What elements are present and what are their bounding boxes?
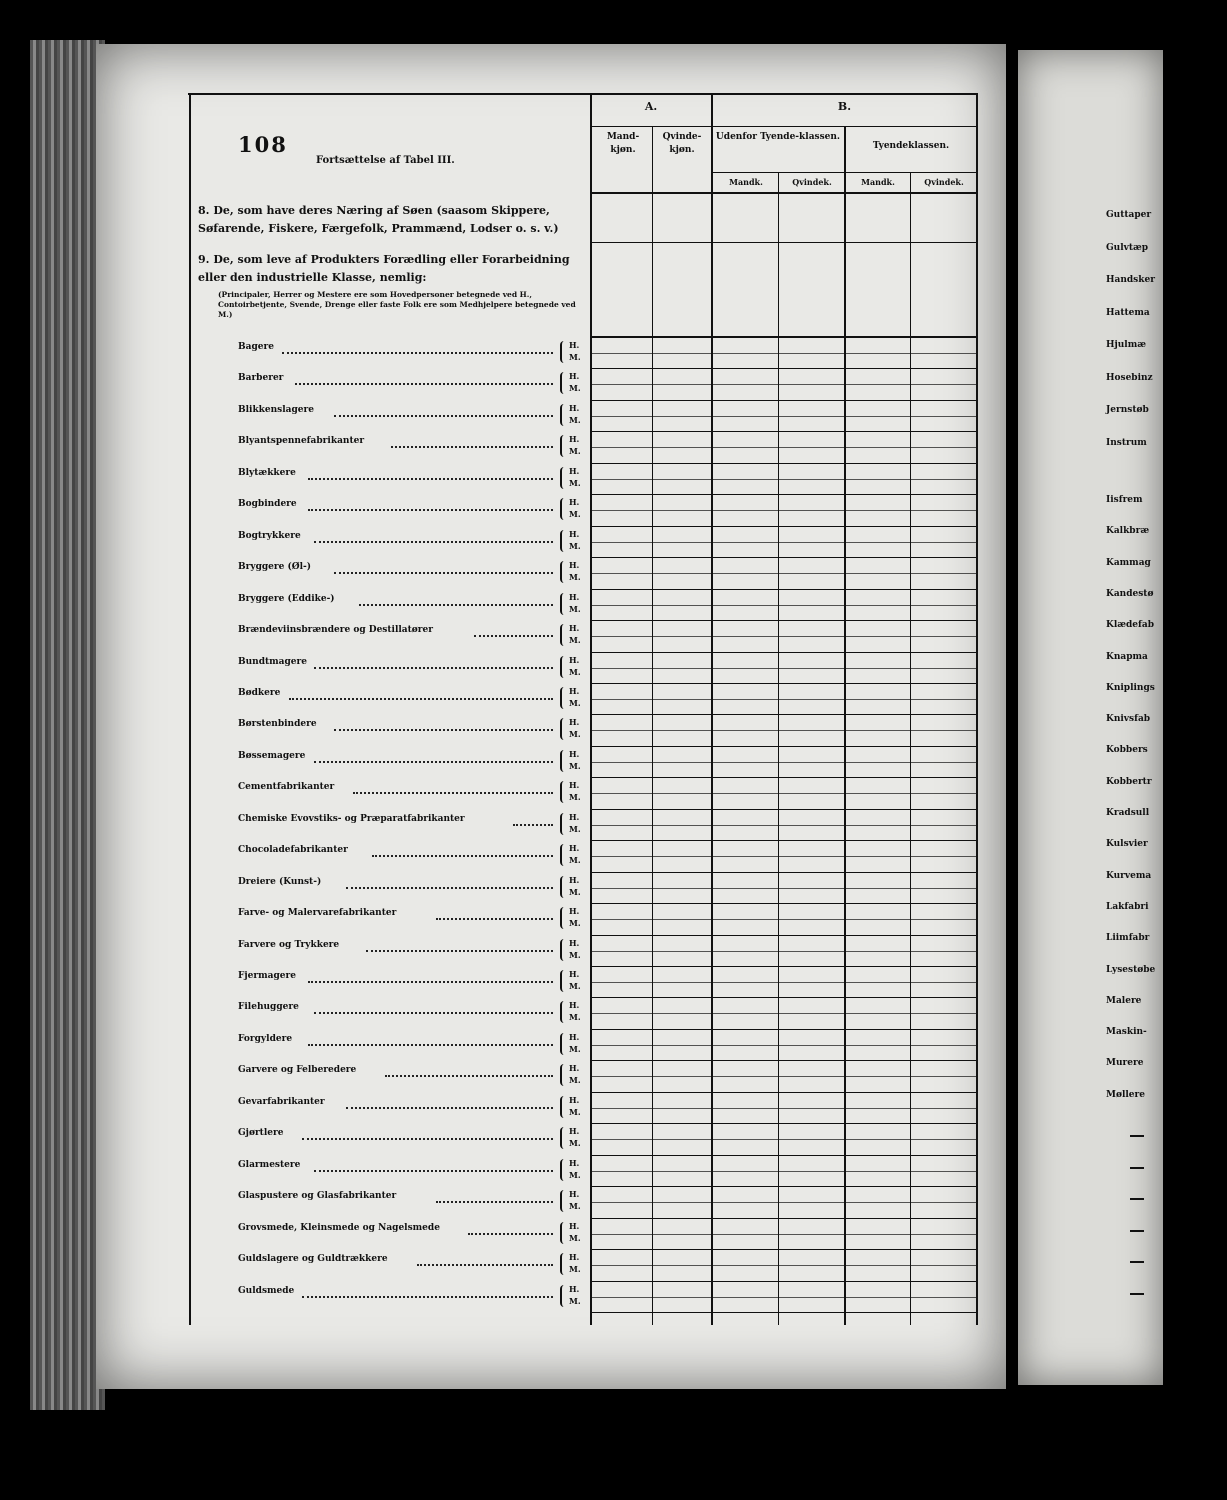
row-h-marker: H.: [569, 560, 580, 570]
occupation-label: Børstenbindere: [238, 719, 317, 729]
row-h-marker: H.: [569, 371, 580, 381]
row-bottom-rule: [592, 809, 978, 810]
occupation-label: Bundtmagere: [238, 657, 307, 667]
row-mid-rule: [592, 1108, 978, 1109]
row-h-marker: H.: [569, 1189, 580, 1199]
column-rule-a-mid: [652, 127, 653, 1325]
row-h-marker: H.: [569, 1000, 580, 1010]
leader-dots: [391, 446, 553, 448]
occupation-label: Bogtrykkere: [238, 531, 301, 541]
table-left-rule: [189, 93, 191, 1325]
occupation-label: Bryggere (Øl-): [238, 562, 312, 572]
right-page-label: Kulsvier: [1106, 839, 1148, 849]
subcol-tyende-mandk: Mandk.: [861, 177, 895, 187]
right-page-label: Kurvema: [1106, 871, 1152, 881]
leader-dots: [334, 572, 553, 574]
row-bottom-rule: [592, 557, 978, 558]
occupation-label: Filehuggere: [238, 1002, 299, 1012]
right-page-dash: [1130, 1198, 1144, 1200]
row-m-marker: M.: [569, 1012, 581, 1022]
row-m-marker: M.: [569, 635, 581, 645]
occupation-label: Glaspustere og Glasfabrikanter: [238, 1191, 397, 1201]
brace: [560, 844, 568, 866]
subcol-udenfor-qvindek: Qvindek.: [792, 177, 832, 187]
table-top-rule: [188, 93, 978, 95]
occupation-label: Bøssemagere: [238, 751, 306, 761]
column-rule-a-b: [711, 93, 713, 1325]
row-h-marker: H.: [569, 340, 580, 350]
row-bottom-rule: [592, 683, 978, 684]
occupation-label: Farve- og Malervarefabrikanter: [238, 908, 397, 918]
right-page-dash: [1130, 1135, 1144, 1137]
right-page-label: Hosebinz: [1106, 373, 1153, 383]
brace: [560, 718, 568, 740]
row-m-marker: M.: [569, 446, 581, 456]
row-h-marker: H.: [569, 1158, 580, 1168]
occupation-label: Garvere og Felberedere: [238, 1065, 357, 1075]
right-page-label: Kobbertr: [1106, 777, 1152, 787]
row-mid-rule: [592, 1139, 978, 1140]
row-bottom-rule: [592, 1155, 978, 1156]
right-page-dash: [1130, 1230, 1144, 1232]
row-m-marker: M.: [569, 667, 581, 677]
row-m-marker: M.: [569, 1233, 581, 1243]
brace: [560, 970, 568, 992]
brace: [560, 372, 568, 394]
row-bottom-rule: [592, 714, 978, 715]
right-page-label: Kandestø: [1106, 589, 1154, 599]
continuation-title: Fortsættelse af Tabel III.: [316, 155, 455, 166]
row-m-marker: M.: [569, 572, 581, 582]
row-h-marker: H.: [569, 843, 580, 853]
row-bottom-rule: [592, 840, 978, 841]
right-page-label: Møllere: [1106, 1090, 1145, 1100]
brace: [560, 1001, 568, 1023]
row-bottom-rule: [592, 1186, 978, 1187]
row-m-marker: M.: [569, 383, 581, 393]
column-tyende-header: Tyendeklassen.: [872, 141, 950, 151]
row-bottom-rule: [592, 872, 978, 873]
row-h-marker: H.: [569, 655, 580, 665]
section-9-number: 9.: [198, 253, 210, 266]
row-m-marker: M.: [569, 1138, 581, 1148]
section-8: [198, 202, 583, 238]
right-page-label: Instrum: [1106, 438, 1147, 448]
occupation-label: Farvere og Trykkere: [238, 940, 340, 950]
table-right-rule: [976, 93, 978, 1325]
row-h-marker: H.: [569, 623, 580, 633]
row-h-marker: H.: [569, 906, 580, 916]
section-8-rule: [592, 242, 978, 243]
row-mid-rule: [592, 919, 978, 920]
right-page-label: Knapma: [1106, 652, 1148, 662]
leader-dots: [302, 1296, 553, 1298]
leader-dots: [282, 352, 553, 354]
row-m-marker: M.: [569, 698, 581, 708]
brace: [560, 813, 568, 835]
subcol-tyende-qvindek: Qvindek.: [924, 177, 964, 187]
right-page-label: Lysestøbe: [1106, 965, 1156, 975]
row-mid-rule: [592, 825, 978, 826]
occupation-label: Brændeviinsbrændere og Destillatører: [238, 625, 433, 635]
row-bottom-rule: [592, 966, 978, 967]
row-m-marker: M.: [569, 1201, 581, 1211]
row-m-marker: M.: [569, 918, 581, 928]
brace: [560, 1033, 568, 1055]
row-m-marker: M.: [569, 981, 581, 991]
row-h-marker: H.: [569, 1221, 580, 1231]
row-m-marker: M.: [569, 1107, 581, 1117]
brace: [560, 498, 568, 520]
row-bottom-rule: [592, 777, 978, 778]
leader-dots: [372, 855, 553, 857]
right-page-label: Hjulmæ: [1106, 340, 1147, 350]
row-h-marker: H.: [569, 812, 580, 822]
row-mid-rule: [592, 1171, 978, 1172]
header-rule-3: [592, 192, 978, 194]
occupation-label: Bødkere: [238, 688, 281, 698]
occupation-label: Bogbindere: [238, 499, 297, 509]
occupation-label: Fjermagere: [238, 971, 296, 981]
row-mid-rule: [592, 542, 978, 543]
right-page-label: Murere: [1106, 1058, 1144, 1068]
row-h-marker: H.: [569, 875, 580, 885]
occupation-label: Dreiere (Kunst-): [238, 877, 322, 887]
occupation-label: Forgyldere: [238, 1034, 293, 1044]
row-mid-rule: [592, 447, 978, 448]
right-page-label: Iisfrem: [1106, 495, 1143, 505]
row-h-marker: H.: [569, 434, 580, 444]
row-bottom-rule: [592, 1092, 978, 1093]
row-bottom-rule: [592, 1312, 978, 1313]
row-m-marker: M.: [569, 761, 581, 771]
row-h-marker: H.: [569, 780, 580, 790]
leader-dots: [353, 792, 553, 794]
leader-dots: [513, 824, 553, 826]
row-mid-rule: [592, 668, 978, 669]
leader-dots: [417, 1264, 553, 1266]
row-mid-rule: [592, 1045, 978, 1046]
right-page-label: Kradsull: [1106, 808, 1150, 818]
column-rule-b-mid: [844, 127, 846, 1325]
row-mid-rule: [592, 605, 978, 606]
row-h-marker: H.: [569, 592, 580, 602]
row-bottom-rule: [592, 1029, 978, 1030]
row-m-marker: M.: [569, 792, 581, 802]
occupation-label: Blyantspennefabrikanter: [238, 436, 365, 446]
row-mid-rule: [592, 1076, 978, 1077]
right-page-label: Kobbers: [1106, 745, 1148, 755]
left-page: [96, 44, 1006, 1389]
column-b-header: B.: [837, 100, 852, 113]
brace: [560, 404, 568, 426]
brace: [560, 1222, 568, 1244]
leader-dots: [468, 1233, 553, 1235]
leader-dots: [314, 1170, 553, 1172]
right-page-label: Hattema: [1106, 308, 1150, 318]
row-mid-rule: [592, 951, 978, 952]
brace: [560, 1159, 568, 1181]
brace: [560, 435, 568, 457]
row-mid-rule: [592, 1265, 978, 1266]
row-h-marker: H.: [569, 1284, 580, 1294]
right-page-label: Lakfabri: [1106, 902, 1149, 912]
leader-dots: [314, 761, 553, 763]
row-h-marker: H.: [569, 1126, 580, 1136]
occupation-label: Cementfabrikanter: [238, 782, 335, 792]
occupation-label: Guldslagere og Guldtrækkere: [238, 1254, 388, 1264]
column-udenfor-header: Udenfor Tyende-klassen.: [715, 132, 841, 142]
row-m-marker: M.: [569, 855, 581, 865]
row-h-marker: H.: [569, 1032, 580, 1042]
right-page-label: Maskin-: [1106, 1027, 1147, 1037]
book-page-edges: [30, 40, 105, 1410]
leader-dots: [366, 950, 553, 952]
section-9-text: De, som leve af Produkters Forædling eller Forarbeidning eller den industrielle Klasse, nemlig:: [198, 253, 570, 284]
leader-dots: [308, 509, 553, 511]
row-m-marker: M.: [569, 1044, 581, 1054]
row-bottom-rule: [592, 1218, 978, 1219]
leader-dots: [308, 1044, 553, 1046]
row-bottom-rule: [592, 368, 978, 369]
brace: [560, 593, 568, 615]
row-bottom-rule: [592, 589, 978, 590]
row-m-marker: M.: [569, 352, 581, 362]
row-bottom-rule: [592, 431, 978, 432]
row-mid-rule: [592, 730, 978, 731]
leader-dots: [334, 415, 553, 417]
occupation-label: Chemiske Evovstiks- og Præparatfabrikanter: [238, 814, 465, 824]
section-8-text: De, som have deres Næring af Søen (saasom Skippere, Søfarende, Fiskere, Færgefolk, Prammænd, Lodser o. s. v.): [198, 204, 559, 235]
row-mid-rule: [592, 636, 978, 637]
brace: [560, 939, 568, 961]
leader-dots: [436, 1201, 553, 1203]
leader-dots: [295, 383, 553, 385]
header-rule-2: [712, 172, 978, 173]
row-bottom-rule: [592, 463, 978, 464]
row-m-marker: M.: [569, 824, 581, 834]
column-rule-b1: [778, 172, 779, 1325]
right-page-label: Liimfabr: [1106, 933, 1150, 943]
occupation-label: Gjørtlere: [238, 1128, 284, 1138]
row-h-marker: H.: [569, 1063, 580, 1073]
row-bottom-rule: [592, 620, 978, 621]
row-mid-rule: [592, 856, 978, 857]
row-mid-rule: [592, 1297, 978, 1298]
occupation-start-rule: [592, 336, 978, 338]
row-h-marker: H.: [569, 1252, 580, 1262]
brace: [560, 781, 568, 803]
subcol-udenfor-mandk: Mandk.: [729, 177, 763, 187]
right-page-label: Kalkbræ: [1106, 526, 1150, 536]
occupation-label: Glarmestere: [238, 1160, 301, 1170]
row-m-marker: M.: [569, 1296, 581, 1306]
row-mid-rule: [592, 1013, 978, 1014]
row-bottom-rule: [592, 997, 978, 998]
right-page-dash: [1130, 1167, 1144, 1169]
row-bottom-rule: [592, 494, 978, 495]
occupation-label: Grovsmede, Kleinsmede og Nagelsmede: [238, 1223, 440, 1233]
row-m-marker: M.: [569, 478, 581, 488]
brace: [560, 1253, 568, 1275]
right-page-dash: [1130, 1261, 1144, 1263]
row-m-marker: M.: [569, 1075, 581, 1085]
row-m-marker: M.: [569, 729, 581, 739]
row-mid-rule: [592, 699, 978, 700]
brace: [560, 1096, 568, 1118]
row-mid-rule: [592, 353, 978, 354]
leader-dots: [314, 1012, 553, 1014]
section-8-number: 8.: [198, 204, 210, 217]
row-h-marker: H.: [569, 403, 580, 413]
row-mid-rule: [592, 982, 978, 983]
right-page-label: Klædefab: [1106, 620, 1155, 630]
row-bottom-rule: [592, 1060, 978, 1061]
leader-dots: [346, 887, 553, 889]
row-bottom-rule: [592, 526, 978, 527]
occupation-label: Bagere: [238, 342, 274, 352]
row-h-marker: H.: [569, 717, 580, 727]
brace: [560, 907, 568, 929]
brace: [560, 656, 568, 678]
row-mid-rule: [592, 510, 978, 511]
leader-dots: [289, 698, 553, 700]
row-mid-rule: [592, 793, 978, 794]
right-page-label: Jernstøb: [1106, 405, 1149, 415]
leader-dots: [436, 918, 553, 920]
row-mid-rule: [592, 479, 978, 480]
occupation-label: Gevarfabrikanter: [238, 1097, 325, 1107]
row-mid-rule: [592, 573, 978, 574]
leader-dots: [308, 478, 553, 480]
right-page-label: Kammag: [1106, 558, 1151, 568]
row-m-marker: M.: [569, 604, 581, 614]
row-h-marker: H.: [569, 938, 580, 948]
page-number: 108: [238, 132, 288, 157]
right-page-label: Guttaper: [1106, 210, 1152, 220]
row-mid-rule: [592, 416, 978, 417]
row-m-marker: M.: [569, 415, 581, 425]
row-mid-rule: [592, 1234, 978, 1235]
occupation-label: Blikkenslagere: [238, 405, 314, 415]
row-m-marker: M.: [569, 887, 581, 897]
row-m-marker: M.: [569, 1264, 581, 1274]
row-bottom-rule: [592, 935, 978, 936]
row-h-marker: H.: [569, 969, 580, 979]
occupation-label: Guldsmede: [238, 1286, 295, 1296]
leader-dots: [474, 635, 553, 637]
row-m-marker: M.: [569, 950, 581, 960]
occupation-label: Chocoladefabrikanter: [238, 845, 348, 855]
brace: [560, 341, 568, 363]
right-page-label: Knivsfab: [1106, 714, 1151, 724]
brace: [560, 876, 568, 898]
table-divider-rule: [590, 93, 592, 1325]
row-bottom-rule: [592, 1249, 978, 1250]
right-page-label: Kniplings: [1106, 683, 1155, 693]
brace: [560, 687, 568, 709]
leader-dots: [308, 981, 553, 983]
row-mid-rule: [592, 762, 978, 763]
occupation-label: Blytækkere: [238, 468, 296, 478]
classification-note: (Principaler, Herrer og Mestere ere som Hovedpersoner betegnede ved H., Contoirbetjente, Svende, Drenge eller faste Folk ere som Medhjelpere betegnede ved M.): [218, 290, 576, 319]
brace: [560, 1285, 568, 1307]
row-mid-rule: [592, 888, 978, 889]
row-m-marker: M.: [569, 541, 581, 551]
row-h-marker: H.: [569, 466, 580, 476]
row-h-marker: H.: [569, 686, 580, 696]
brace: [560, 561, 568, 583]
right-page-label: Gulvtæp: [1106, 243, 1149, 253]
brace: [560, 1064, 568, 1086]
row-h-marker: H.: [569, 497, 580, 507]
leader-dots: [302, 1138, 553, 1140]
row-mid-rule: [592, 384, 978, 385]
column-rule-b3: [910, 172, 911, 1325]
row-bottom-rule: [592, 1123, 978, 1124]
brace: [560, 467, 568, 489]
row-h-marker: H.: [569, 1095, 580, 1105]
right-page-label: Malere: [1106, 996, 1142, 1006]
row-m-marker: M.: [569, 1170, 581, 1180]
occupation-label: Bryggere (Eddike-): [238, 594, 335, 604]
leader-dots: [334, 729, 553, 731]
brace: [560, 1127, 568, 1149]
right-page-dash: [1130, 1293, 1144, 1295]
section-9: [198, 251, 583, 287]
leader-dots: [385, 1075, 553, 1077]
brace: [560, 1190, 568, 1212]
row-bottom-rule: [592, 400, 978, 401]
row-bottom-rule: [592, 652, 978, 653]
leader-dots: [359, 604, 553, 606]
row-h-marker: H.: [569, 529, 580, 539]
brace: [560, 624, 568, 646]
header-rule-1: [592, 126, 978, 127]
column-a-header: A.: [644, 100, 658, 113]
right-page-label: Handsker: [1106, 275, 1155, 285]
brace: [560, 750, 568, 772]
row-mid-rule: [592, 1202, 978, 1203]
brace: [560, 530, 568, 552]
occupation-label: Barberer: [238, 373, 284, 383]
row-bottom-rule: [592, 1281, 978, 1282]
row-m-marker: M.: [569, 509, 581, 519]
column-qvindekjon-header: Qvinde-kjøn.: [662, 132, 702, 155]
leader-dots: [314, 667, 553, 669]
column-mandkjon-header: Mand-kjøn.: [606, 132, 640, 155]
row-bottom-rule: [592, 903, 978, 904]
leader-dots: [346, 1107, 553, 1109]
row-bottom-rule: [592, 746, 978, 747]
row-h-marker: H.: [569, 749, 580, 759]
leader-dots: [314, 541, 553, 543]
